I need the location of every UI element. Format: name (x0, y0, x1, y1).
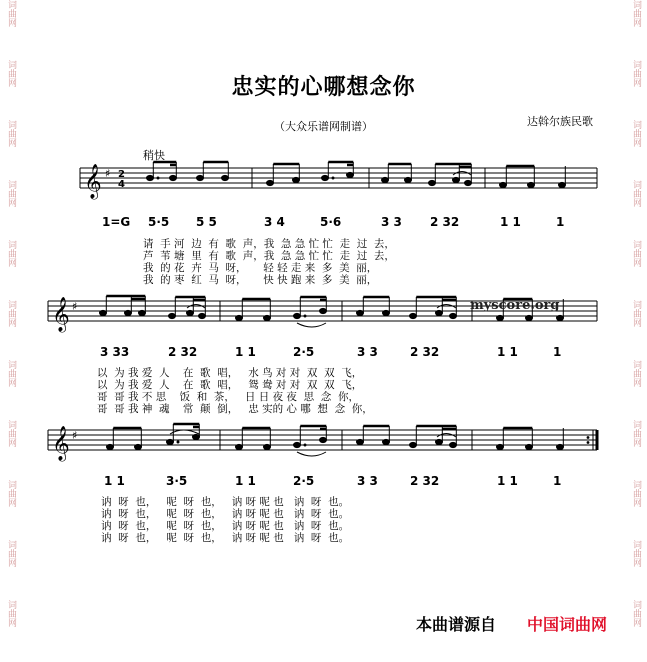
notes (107, 424, 564, 450)
composer-credit: 达斡尔族民歌 (527, 115, 593, 128)
key-signature: 1=G (102, 215, 131, 229)
jianpu-bar-4: 5·6 (320, 215, 342, 229)
lyric-line: 讷 呀 也， 呢 呀 也， 讷 呀 呢 也 讷 呀 也。 (101, 496, 350, 508)
jianpu-bar-6: 2 32 (410, 474, 440, 488)
site-watermark: myscore.org (470, 298, 560, 313)
jianpu-bar-8: 1 (556, 215, 565, 229)
slur-icon (297, 452, 326, 456)
slur-icon (170, 430, 199, 434)
lyric-line: 哥 哥 我 神 魂 常 颠 倒， 忠 实的 心 哪 想 念 你， (97, 403, 373, 415)
score-credit: （大众乐谱网制谱） (274, 120, 373, 133)
treble-clef-icon: 𝄞 (52, 297, 70, 332)
jianpu-bar-5: 3 3 (357, 345, 378, 359)
lyric-line: 讷 呀 也， 呢 呀 也， 讷 呀 呢 也 讷 呀 也。 (101, 520, 350, 532)
jianpu-bar-2: 2 32 (168, 345, 198, 359)
watermark-text: 词曲网 (6, 180, 16, 207)
jianpu-bar-3: 1 1 (235, 474, 256, 488)
jianpu-bar-3: 1 1 (235, 345, 256, 359)
watermark-text: 词曲网 (6, 60, 16, 87)
lyric-line: 讷 呀 也， 呢 呀 也， 讷 呀 呢 也 讷 呀 也。 (101, 532, 350, 544)
jianpu-bar-4: 2·5 (293, 474, 315, 488)
lyric-line: 以 为 我 爱 人 在 歌 唱， 水 鸟 对 对 双 双 飞， (97, 367, 363, 379)
watermark-text: 词曲网 (6, 0, 16, 27)
jianpu-bar-1: 1 1 (104, 474, 125, 488)
watermark-text: 词曲网 (631, 300, 641, 327)
watermark-text: 词曲网 (6, 480, 16, 507)
slur-icon (297, 323, 326, 327)
staff-system-3 (0, 422, 647, 462)
jianpu-bar-7: 1 1 (500, 215, 521, 229)
watermark-text: 词曲网 (6, 600, 16, 627)
jianpu-bar-7: 1 1 (497, 345, 518, 359)
song-title: 忠实的心哪想念你 (231, 74, 416, 100)
treble-clef-icon: 𝄞 (84, 164, 102, 199)
watermark-text: 词曲网 (6, 540, 16, 567)
watermark-text: 词曲网 (6, 360, 16, 387)
source-brand-link[interactable]: 中国词曲网 (527, 615, 608, 634)
watermark-text: 词曲网 (631, 600, 641, 627)
notes (147, 162, 566, 188)
lyric-line: 以 为 我 爱 人 在 歌 唱， 鸳 鸯 对 对 双 双 飞， (97, 379, 363, 391)
watermark-text: 词曲网 (631, 420, 641, 447)
watermark-text: 词曲网 (6, 120, 16, 147)
watermark-text: 词曲网 (631, 240, 641, 267)
lyric-line: 我 的 花 卉 马 呀， 轻 轻 走 来 多 美 丽， (143, 262, 378, 274)
tempo-marking: 稍快 (143, 149, 165, 162)
jianpu-bar-1: 5·5 (148, 215, 170, 229)
lyric-line: 请 手 河 边 有 歌 声，我 急 急 忙 忙 走 过 去， (143, 238, 395, 250)
repeat-dot-icon (587, 441, 590, 444)
lyric-line: 芦 苇 塘 里 有 歌 声，我 急 急 忙 忙 走 过 去， (143, 250, 395, 262)
watermark-text: 词曲网 (631, 180, 641, 207)
watermark-text: 词曲网 (631, 0, 641, 27)
repeat-dot-icon (587, 436, 590, 439)
watermark-text: 词曲网 (631, 360, 641, 387)
treble-clef-icon: 𝄞 (52, 426, 70, 461)
jianpu-bar-1: 3 33 (100, 345, 130, 359)
jianpu-bar-3: 3 4 (264, 215, 285, 229)
jianpu-bar-6: 2 32 (410, 345, 440, 359)
lyric-line: 讷 呀 也， 呢 呀 也， 讷 呀 呢 也 讷 呀 也。 (101, 508, 350, 520)
time-signature-bottom: 4 (118, 179, 125, 190)
watermark-text: 词曲网 (6, 300, 16, 327)
jianpu-bar-6: 2 32 (430, 215, 460, 229)
jianpu-bar-4: 2·5 (293, 345, 315, 359)
sharp-icon: ♯ (105, 167, 111, 180)
watermark-text: 词曲网 (631, 120, 641, 147)
sharp-icon: ♯ (72, 429, 78, 442)
jianpu-bar-8: 1 (553, 345, 562, 359)
lyric-line: 哥 哥 我 不 思 饭 和 茶， 日 日 夜 夜 思 念 你， (97, 391, 359, 403)
jianpu-bar-8: 1 (553, 474, 562, 488)
lyric-line: 我 的 枣 红 马 呀， 快 快 跑 来 多 美 丽， (143, 274, 378, 286)
jianpu-bar-7: 1 1 (497, 474, 518, 488)
jianpu-bar-2: 3·5 (166, 474, 188, 488)
staff-system-1 (0, 160, 647, 200)
watermark-text: 词曲网 (631, 480, 641, 507)
time-signature-top: 2 (118, 169, 125, 180)
jianpu-bar-5: 3 3 (357, 474, 378, 488)
source-label: 本曲谱源自 (416, 615, 497, 634)
watermark-text: 词曲网 (6, 420, 16, 447)
sharp-icon: ♯ (72, 300, 78, 313)
watermark-text: 词曲网 (631, 540, 641, 567)
watermark-text: 词曲网 (631, 60, 641, 87)
watermark-text: 词曲网 (6, 240, 16, 267)
jianpu-bar-5: 3 3 (381, 215, 402, 229)
jianpu-bar-2: 5 5 (196, 215, 217, 229)
